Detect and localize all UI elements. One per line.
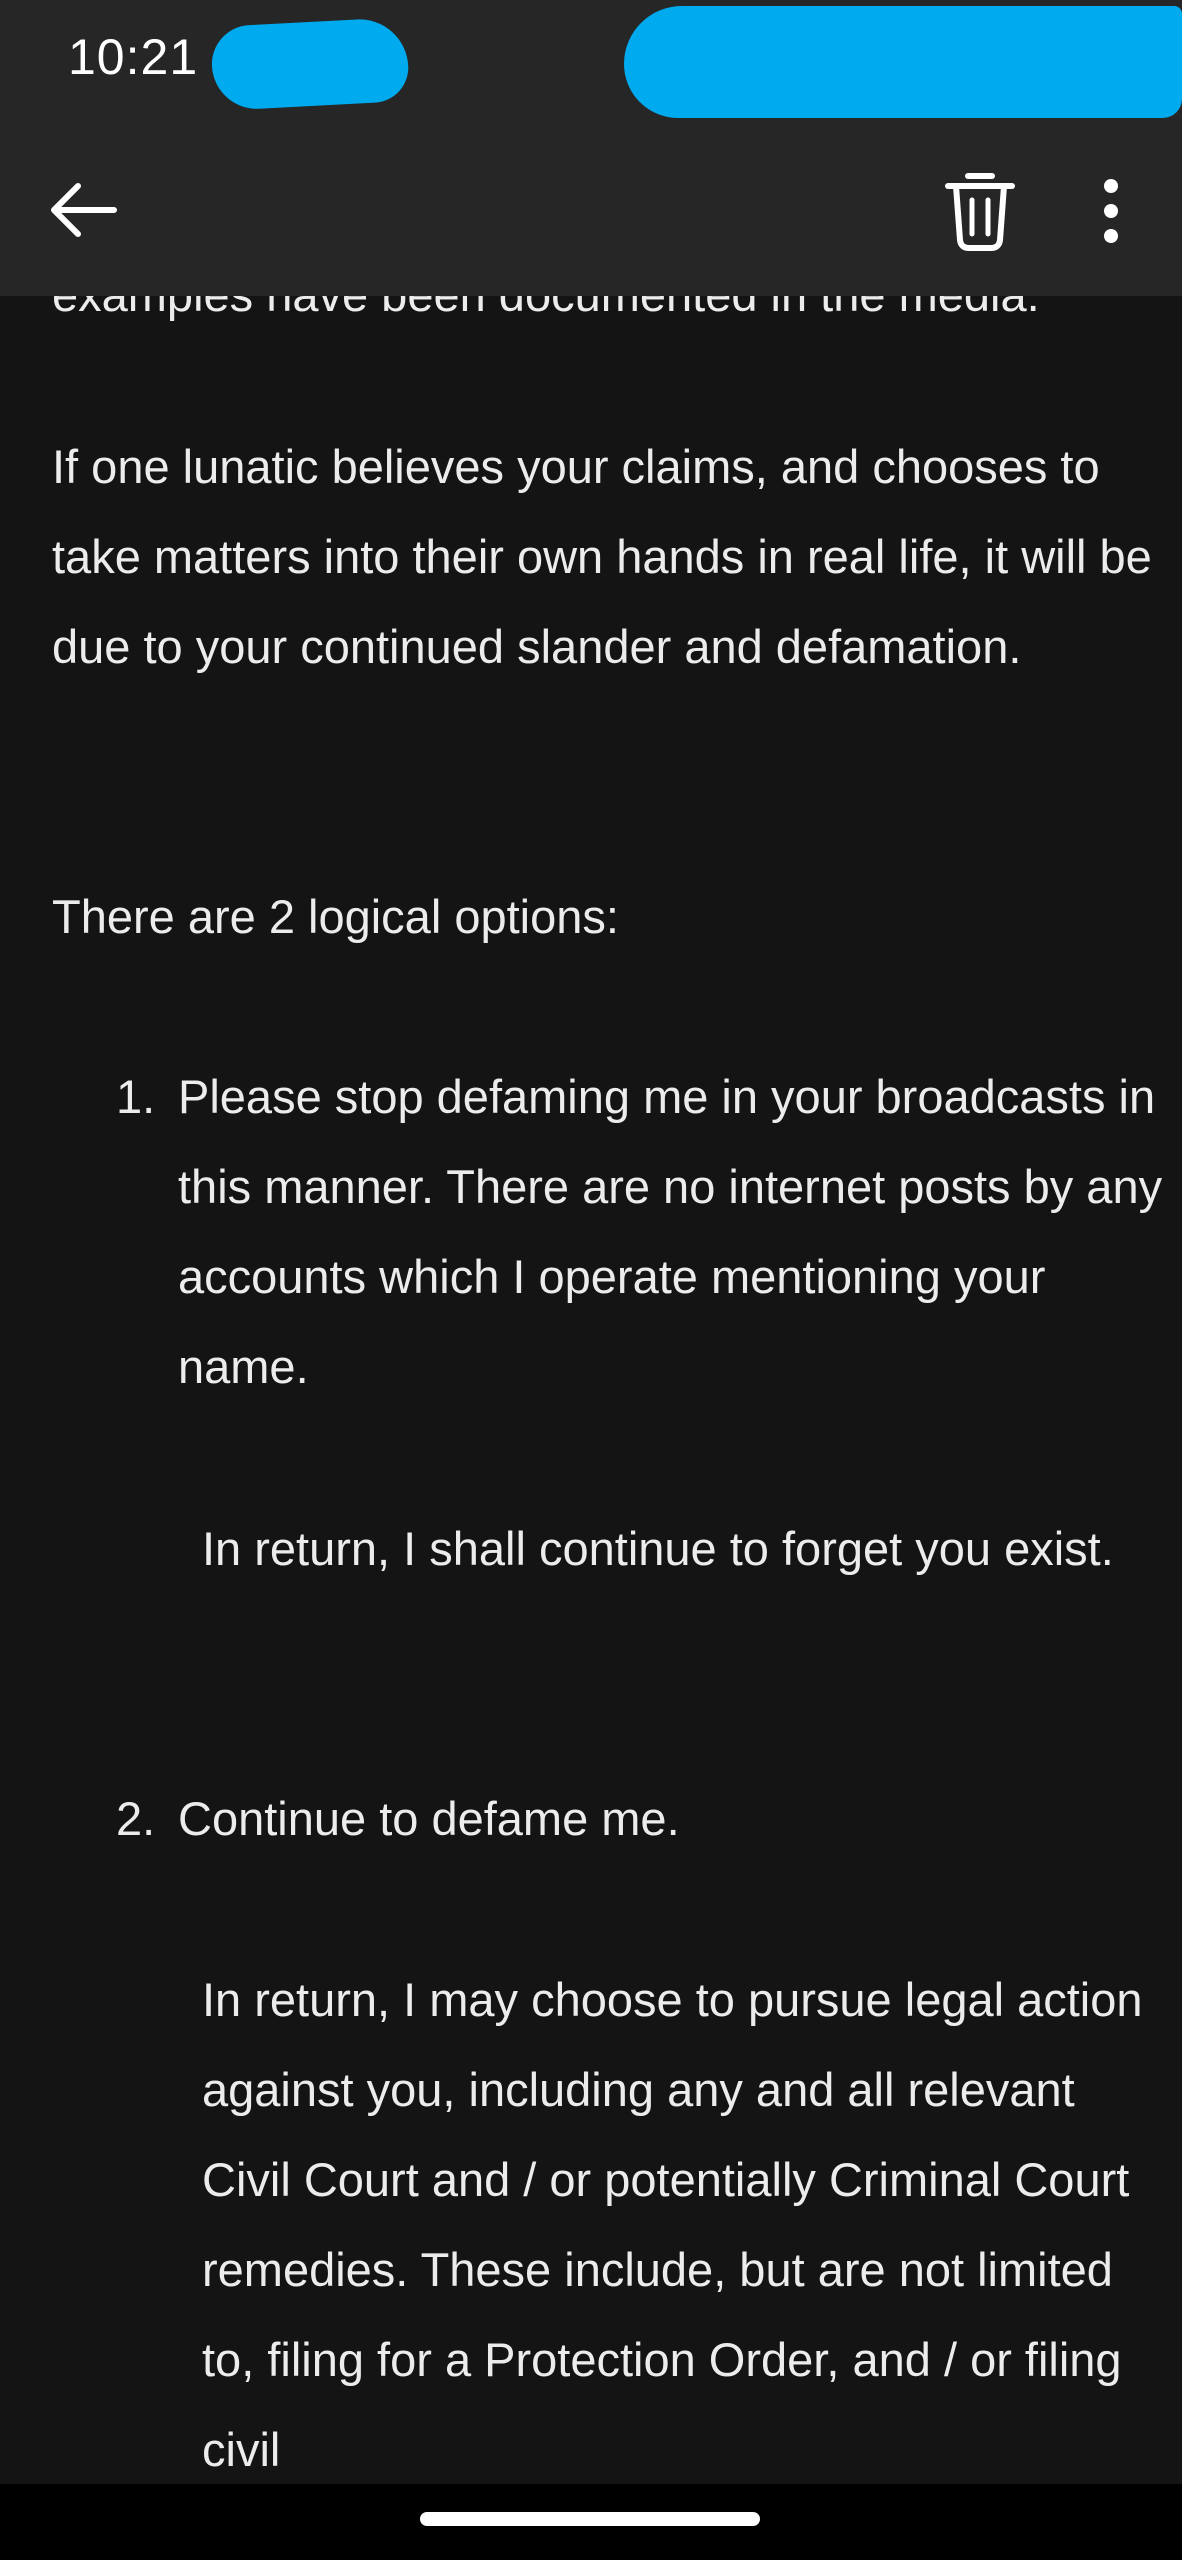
trash-icon: [940, 164, 1020, 254]
list-number-1: 1.: [116, 1070, 156, 1123]
home-indicator[interactable]: [420, 2512, 760, 2526]
list-number-2: 2.: [116, 1792, 156, 1845]
status-bar: [0, 0, 1182, 120]
app-bar: [0, 120, 1182, 296]
paragraph-1-text: If one lunatic believes your claims, and chooses to take matters into their own hands in real life, it will be due to your continued slander and defamation.: [52, 440, 1152, 673]
list-item-2-text: Continue to defame me.: [178, 1792, 680, 1845]
redaction-mark: [210, 17, 410, 111]
back-button[interactable]: [42, 166, 130, 254]
more-options-button[interactable]: [1086, 166, 1136, 256]
redaction-mark: [624, 6, 1182, 118]
list-item-2-detail: In return, I may choose to pursue legal action against you, including any and all relevant Civil Court and / or potentially Criminal Court remedies. These include, but are not limited to, filing for a Protection Order, and / or filing civil: [202, 1973, 1143, 2476]
email-paragraph-1: [52, 422, 1162, 692]
arrow-left-icon: [42, 166, 130, 254]
status-time: 10:21: [68, 29, 199, 85]
email-paragraph-2: There are 2 logical options:: [52, 890, 619, 943]
gesture-nav-bar: [0, 2484, 1182, 2560]
delete-button[interactable]: [940, 164, 1020, 254]
list-item-1-text: Please stop defaming me in your broadcasts in this manner. There are no internet posts by any accounts which I operate mentioning your name.: [178, 1070, 1163, 1393]
more-vertical-icon: [1086, 166, 1136, 256]
list-item-1-detail: In return, I shall continue to forget you exist.: [202, 1522, 1114, 1575]
